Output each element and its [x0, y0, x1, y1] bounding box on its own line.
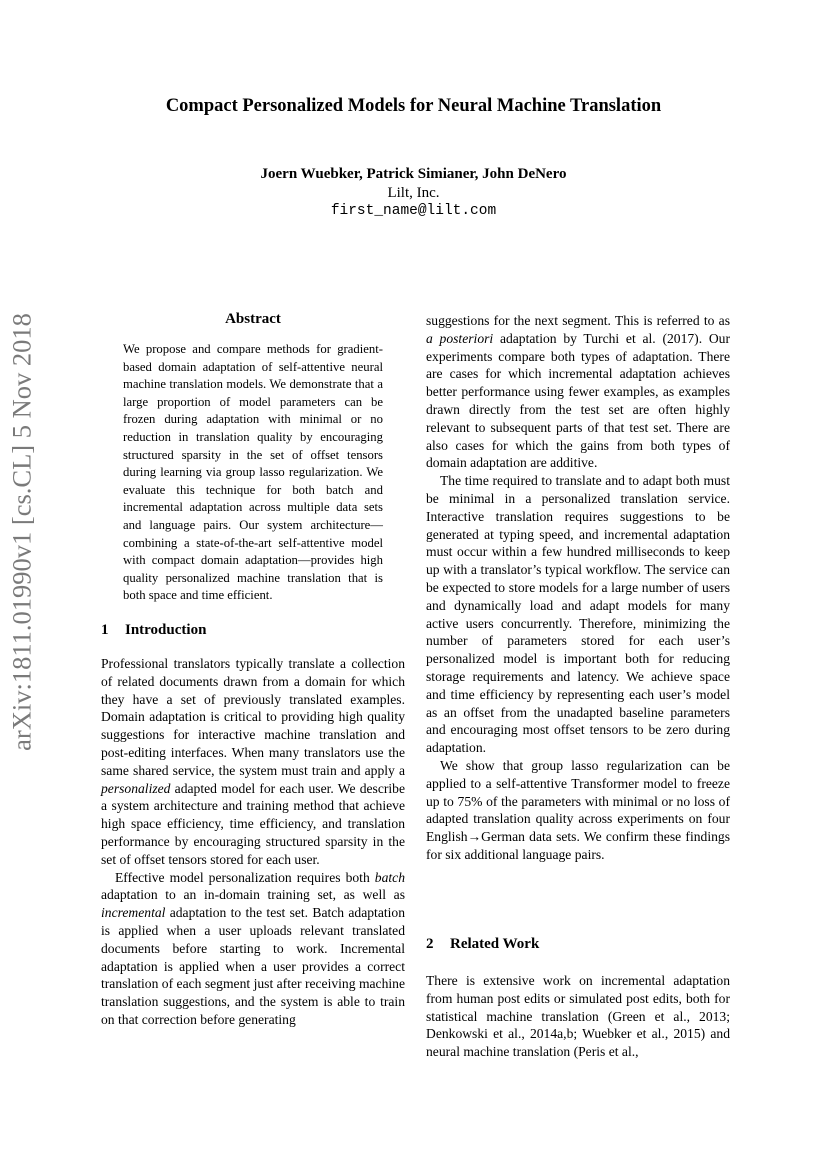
section-number: 2: [426, 936, 434, 952]
arxiv-identifier: arXiv:1811.01990v1 [cs.CL] 5 Nov 2018: [6, 313, 37, 751]
intro-paragraph-5: We show that group lasso regularization can be applied to a self-attentive Transformer model to freeze up to 75% of the parameters with minimal or no loss of adapted translation quality across experiments on four English→German data sets. We confirm these findings for six additional language pairs.: [426, 757, 730, 862]
abstract-heading: Abstract: [225, 311, 281, 327]
section-heading-introduction: [101, 622, 206, 639]
intro-paragraph-3: suggestions for the next segment. This is referred to as a posteriori adaptation by Turchi et al. (2017). Our experiments compare both types of adaptation. There are cases for which incremental adaptation achieves better performance using fewer examples, as examples drawn directly from the test set are often highly relevant to subsequent parts of that test set. There are also cases for which the gains from both types of domain adaptation are additive.: [426, 313, 731, 471]
section-number: 1: [101, 622, 109, 638]
paper-title: Compact Personalized Models for Neural Machine Translation: [165, 96, 662, 116]
intro-paragraph-1: Professional translators typically translate a collection of related documents drawn from a domain for which they have a set of previously translated examples. Domain adaptation is critical to providing high quality suggestions for interactive machine translation and post-editing interfaces. When many translators use the same shared service, the system must train and apply a personalized adapted model for each user. We describe a system architecture and training method that achieve high space efficiency, time efficiency, and translation performance by encouraging structured sparsity in the set of offset tensors stored for each user.: [101, 656, 405, 867]
section-title: Introduction: [125, 622, 207, 638]
introduction-continued: [426, 312, 730, 864]
section-heading-related-work: [426, 936, 539, 953]
intro-paragraph-4: The time required to translate and to adapt both must be minimal in a personalized translation service. Interactive translation requires suggestions to be generated at typing speed, and incremental adaptation must occur within a few hundred milliseconds to keep up with a translator’s typical workflow. The service can be expected to store models for a large number of users and dynamically load and adapt models for many active users concurrently. Therefore, minimizing the number of parameters stored for each user’s personalized model is important both for reducing storage requirements and latency. We achieve space and time efficiency by representing each user’s model as an offset from the unadapted baseline parameters and encouraging most offset tensors to be zero during adaptation.: [426, 473, 730, 756]
author-names: Joern Wuebker, Patrick Simianer, John DeNero: [260, 166, 567, 182]
affiliation: Lilt, Inc.: [387, 184, 440, 201]
section-title: Related Work: [450, 936, 540, 952]
related-paragraph-1: There is extensive work on incremental adaptation from human post edits or simulated post edits, both for statistical machine translation (Green et al., 2013; Denkowski et al., 2014a,b; Wuebker et al., 2015) and neural machine translation (Peris et al.,: [426, 973, 730, 1060]
intro-paragraph-2: Effective model personalization requires both batch adaptation to an in-domain training set, as well as incremental adaptation to the test set. Batch adaptation is applied when a user uploads relevant translated documents before starting to work. Incremental adaptation is applied when a user provides a correct translation of each segment just after receiving machine translation suggestions, and the system is able to train on that correction before generating: [101, 869, 405, 1027]
abstract-text: We propose and compare methods for gradient-based domain adaptation of self-attentive neural machine translation models. We demonstrate that a large proportion of model parameters can be frozen during adaptation with minimal or no reduction in translation quality by encouraging structured sparsity in the set of offset tensors during learning via group lasso regularization. We evaluate this technique for both batch and incremental adaptation across multiple data sets and language pairs. Our system architecture—combining a state-of-the-art self-attentive model with compact domain adaptation—provides high quality personalized machine translation that is both space and time efficient.: [123, 342, 383, 603]
author-email: first_name@lilt.com: [330, 203, 497, 219]
related-work-text: [426, 972, 730, 1061]
author-block: [0, 165, 827, 221]
introduction-text: [101, 655, 405, 1029]
